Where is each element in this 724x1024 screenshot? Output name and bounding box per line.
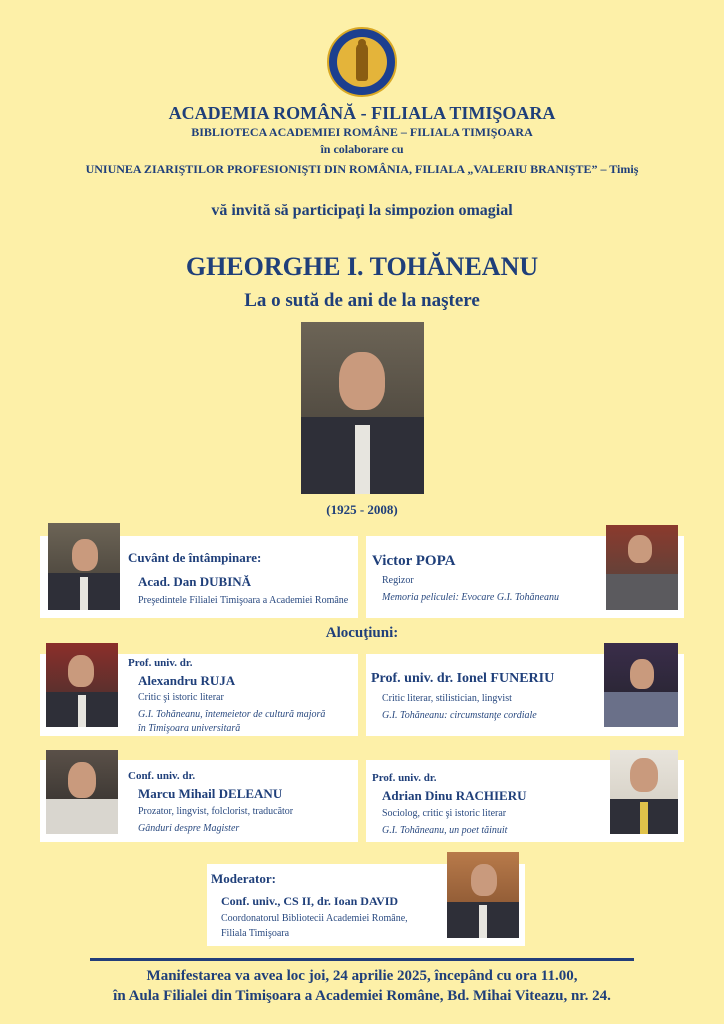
- moderator-label: Moderator:: [211, 871, 276, 886]
- guest-name: Victor POPA: [372, 553, 456, 569]
- ruja-topic-1: G.I. Tohăneanu, întemeietor de cultură majoră: [138, 709, 326, 720]
- ruja-role: Critic şi istoric literar: [138, 692, 224, 703]
- event-subtitle: La o sută de ani de la naştere: [244, 290, 480, 311]
- funeriu-topic: G.I. Tohăneanu: circumstanţe cordiale: [382, 710, 537, 721]
- footer-line-2: în Aula Filialei din Timişoara a Academiei Române, Bd. Mihai Viteazu, nr. 24.: [113, 988, 611, 1004]
- rachieru-title: Prof. univ. dr.: [372, 772, 437, 784]
- moderator-name: Conf. univ., CS II, dr. Ioan DAVID: [221, 894, 399, 908]
- funeriu-name: Prof. univ. dr. Ionel FUNERIU: [371, 671, 555, 686]
- honoree-name: GHEORGHE I. TOHĂNEANU: [185, 252, 539, 281]
- deleanu-topic: Gânduri despre Magister: [138, 823, 240, 834]
- academy-logo: [327, 27, 397, 97]
- ruja-topic-2: în Timişoara universitară: [138, 723, 241, 734]
- david-photo: [447, 852, 519, 938]
- statue-icon: [356, 43, 368, 81]
- guest-role: Regizor: [382, 575, 414, 586]
- deleanu-name: Marcu Mihail DELEANU: [138, 786, 283, 801]
- popa-photo: [606, 525, 678, 610]
- deleanu-title: Conf. univ. dr.: [128, 770, 196, 782]
- logo-emblem: [337, 37, 387, 87]
- invite-text: vă invită să participaţi la simpozion omagial: [211, 202, 513, 219]
- honoree-portrait: [301, 322, 424, 494]
- ruja-name: Alexandru RUJA: [138, 673, 236, 688]
- welcome-role: Preşedintele Filialei Timişoara a Academiei Române: [138, 595, 349, 606]
- ruja-photo: [46, 643, 118, 727]
- dubina-photo: [48, 523, 120, 610]
- guest-topic: Memoria peliculei: Evocare G.I. Tohăneanu: [382, 592, 559, 603]
- rachieru-name: Adrian Dinu RACHIERU: [382, 788, 527, 803]
- collab-text: în colaborare cu: [320, 142, 404, 156]
- footer-line-1: Manifestarea va avea loc joi, 24 aprilie 2025, începând cu ora 11.00,: [146, 968, 578, 984]
- deleanu-photo: [46, 750, 118, 834]
- rachieru-topic: G.I. Tohăneanu, un poet tăinuit: [382, 825, 508, 836]
- rachieru-photo: [610, 750, 678, 834]
- life-years: (1925 - 2008): [326, 502, 398, 517]
- deleanu-role: Prozator, lingvist, folclorist, traducător: [138, 806, 294, 817]
- welcome-label: Cuvânt de întâmpinare:: [128, 550, 262, 565]
- rachieru-role: Sociolog, critic şi istoric literar: [382, 808, 507, 819]
- funeriu-photo: [604, 643, 678, 727]
- moderator-role-2: Filiala Timişoara: [221, 928, 290, 939]
- moderator-role-1: Coordonatorul Bibliotecii Academiei Române,: [221, 913, 408, 924]
- org-title: ACADEMIA ROMÂNĂ - FILIALA TIMIŞOARA: [168, 103, 556, 123]
- footer-divider: [90, 958, 634, 961]
- welcome-name: Acad. Dan DUBINĂ: [138, 574, 252, 589]
- speeches-label: Alocuţiuni:: [325, 625, 399, 641]
- library-title: BIBLIOTECA ACADEMIEI ROMÂNE – FILIALA TIMIŞOARA: [191, 125, 533, 139]
- funeriu-role: Critic literar, stilistician, lingvist: [382, 693, 512, 704]
- ruja-title: Prof. univ. dr.: [128, 657, 193, 669]
- union-title: UNIUNEA ZIARIŞTILOR PROFESIONIŞTI DIN ROMÂNIA, FILIALA „VALERIU BRANIŞTE” – Timiş: [85, 162, 639, 176]
